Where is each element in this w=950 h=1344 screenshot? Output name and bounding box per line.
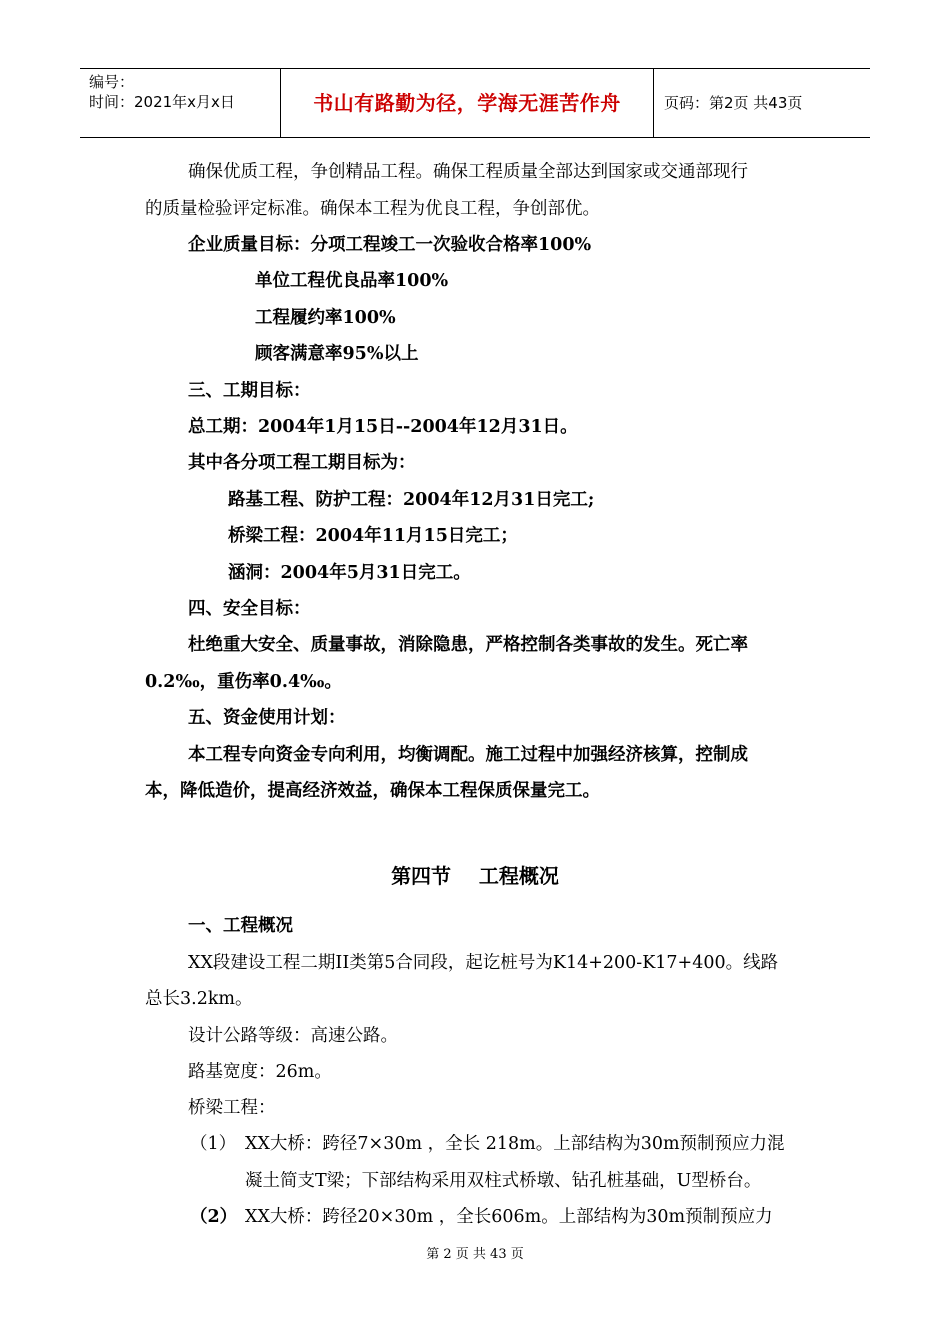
header-motto: 书山有路勤为径，学海无涯苦作舟 xyxy=(281,69,654,137)
body-line: 工程履约率100% xyxy=(255,308,396,328)
body-line: 本工程专向资金专向利用，均衡调配。施工过程中加强经济核算，控制成 xyxy=(188,745,748,765)
body-line: 桥梁工程： xyxy=(188,1098,276,1118)
heading-funds: 五、资金使用计划： xyxy=(188,708,346,728)
body-line: 企业质量目标：分项工程竣工一次验收合格率100% xyxy=(188,235,592,255)
body-line: 杜绝重大安全、质量事故，消除隐患，严格控制各类事故的发生。死亡率 xyxy=(188,635,748,655)
header-time: 时间：2021年x月x日 xyxy=(89,93,235,111)
body-line: 单位工程优良品率100% xyxy=(255,271,449,291)
section-title: 第四节 工程概况 xyxy=(391,864,559,888)
list-number: （1） xyxy=(190,1134,237,1154)
body-line: 路基宽度：26m。 xyxy=(188,1062,332,1082)
header-meta xyxy=(80,69,281,137)
body-line: 其中各分项工程工期目标为： xyxy=(188,453,416,473)
body-line: 总长3.2km。 xyxy=(145,989,253,1009)
header-code: 编号： xyxy=(89,73,135,91)
body-line: 本，降低造价，提高经济效益，确保本工程保质保量完工。 xyxy=(145,781,600,801)
body-line: 0.2‰，重伤率0.4‰。 xyxy=(145,672,342,692)
heading-overview: 一、工程概况 xyxy=(188,916,293,936)
body-line: XX段建设工程二期II类第5合同段，起讫桩号为K14+200-K17+400。线路 xyxy=(188,953,779,973)
page-footer: 第 2 页 共 43 页 xyxy=(426,1247,524,1262)
heading-schedule: 三、工期目标： xyxy=(188,381,311,401)
page-header xyxy=(80,68,870,138)
body-line: 总工期：2004年1月15日--2004年12月31日。 xyxy=(188,417,578,437)
body-line: 路基工程、防护工程：2004年12月31日完工; xyxy=(228,490,595,510)
body-line: 设计公路等级：高速公路。 xyxy=(188,1026,398,1046)
body-line: XX大桥：跨径7×30m ，全长 218m。上部结构为30m预制预应力混 xyxy=(245,1134,785,1154)
body-line: 确保优质工程，争创精品工程。确保工程质量全部达到国家或交通部现行 xyxy=(188,162,748,182)
list-number: （2） xyxy=(190,1207,238,1227)
header-page-number: 页码：第2页 共43页 xyxy=(664,94,803,112)
body-line: 桥梁工程：2004年11月15日完工； xyxy=(228,526,518,546)
heading-safety: 四、安全目标： xyxy=(188,599,311,619)
body-line: 凝土简支T梁；下部结构采用双柱式桥墩、钻孔桩基础，U型桥台。 xyxy=(245,1171,762,1191)
body-line: 涵洞：2004年5月31日完工。 xyxy=(228,563,471,583)
body-line: XX大桥：跨径20×30m ，全长606m。上部结构为30m预制预应力 xyxy=(245,1207,773,1227)
body-line: 的质量检验评定标准。确保本工程为优良工程，争创部优。 xyxy=(145,199,600,219)
body-line: 顾客满意率95%以上 xyxy=(255,344,419,364)
